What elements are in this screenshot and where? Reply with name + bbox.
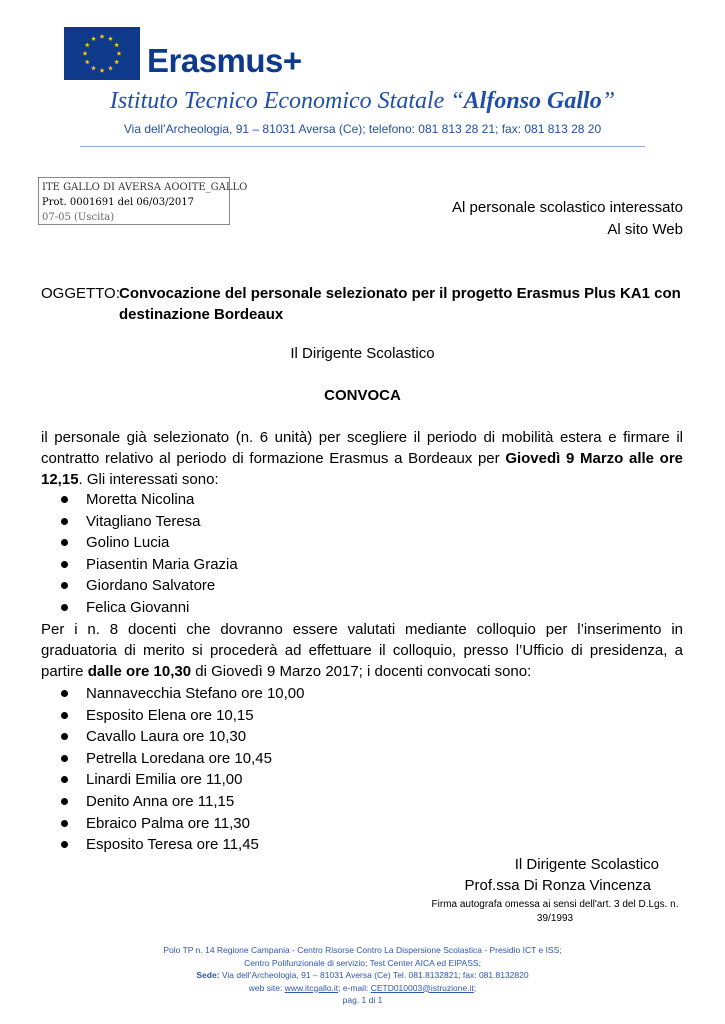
recipient-staff: Al personale scolastico interessato: [452, 199, 683, 216]
convoca-heading: CONVOCA: [324, 387, 401, 404]
subject-block: [41, 283, 681, 325]
list-item: Petrella Loredana ore 10,45: [60, 748, 305, 770]
footer-sede-text: Via dell’Archeologia, 91 – 81031 Aversa (Ce) Tel. 081.8132821; fax: 081.8132820: [219, 970, 529, 980]
star-icon: [108, 36, 113, 41]
footer-line-2: Centro Polifunzionale di servizio; Test Center AICA ed EIPASS;: [244, 957, 481, 968]
signature-title: Il Dirigente Scolastico: [514, 856, 659, 873]
list-item: Esposito Teresa ore 11,45: [60, 834, 305, 856]
footer-line-1: Polo TP n. 14 Regione Campania - Centro Risorse Contro La Dispersione Scolastica - Presidio ICT e ISS;: [163, 945, 562, 955]
list-item: Linardi Emilia ore 11,00: [60, 769, 305, 791]
paragraph-1-text-b: . Gli interessati sono:: [78, 471, 219, 488]
list-item: Golino Lucia: [60, 532, 238, 554]
list-item: Giordano Salvatore: [60, 575, 238, 597]
school-name-suffix: ”: [601, 88, 616, 114]
paragraph-2-text-b: di Giovedì 9 Marzo 2017; i docenti convocati sono:: [191, 663, 532, 680]
list-item: Piasentin Maria Grazia: [60, 554, 238, 576]
footer-email-end: ;: [473, 982, 477, 993]
footer-line-3: [0, 969, 725, 982]
list-item: Cavallo Laura ore 10,30: [60, 726, 305, 748]
paragraph-interviews: [41, 619, 683, 682]
dirigente-heading: Il Dirigente Scolastico: [290, 345, 435, 362]
footer-sede-label: Sede:: [196, 970, 220, 980]
header-divider: [80, 146, 645, 147]
email-link[interactable]: CETD010003@istruzione.it: [370, 982, 474, 993]
list-item: Denito Anna ore 11,15: [60, 791, 305, 813]
list-item: Esposito Elena ore 10,15: [60, 705, 305, 727]
eu-flag-logo: [64, 27, 140, 80]
list-item: Nannavecchia Stefano ore 10,00: [60, 683, 305, 705]
paragraph-1-text-a: il personale già selezionato (n. 6 unità) per scegliere il periodo di mobilità estera e firmare il contratto relativo al periodo di formazione Erasmus a Bordeaux per: [41, 429, 683, 467]
footer-web-label: web site:: [248, 982, 285, 993]
teachers-list: [60, 683, 305, 856]
list-item: Felica Giovanni: [60, 597, 238, 619]
subject-label: OGGETTO:: [41, 285, 120, 302]
star-icon: [83, 51, 88, 56]
star-icon: [108, 66, 113, 71]
protocol-stamp: [38, 177, 248, 225]
list-item: Moretta Nicolina: [60, 489, 238, 511]
paragraph-2-bold: dalle ore 10,30: [87, 663, 192, 680]
erasmus-logo-text: Erasmus+: [147, 42, 302, 79]
website-link[interactable]: www.itcgallo.it: [284, 982, 339, 993]
paragraph-2-text-a: Per i n. 8 docenti che dovranno essere valutati mediante colloquio per l’inserimento in graduatoria di merito si procederà ad effettuare il colloquio, presso l’Ufficio di presidenza, a partire: [41, 621, 683, 680]
school-name-prefix: Istituto Tecnico Economico Statale “: [109, 88, 464, 114]
list-item: Ebraico Palma ore 11,30: [60, 813, 305, 835]
star-icon: [114, 42, 119, 47]
protocol-line-1: ITE GALLO DI AVERSA AOOITE_GALLO: [42, 182, 248, 193]
star-icon: [100, 68, 105, 73]
star-icon: [114, 59, 119, 64]
school-address: Via dell’Archeologia, 91 – 81031 Aversa (Ce); telefono: 081 813 28 21; fax: 081 813 28 20: [123, 122, 602, 136]
footer-line-4: [0, 982, 725, 995]
signature-name: Prof.ssa Di Ronza Vincenza: [464, 877, 651, 894]
school-name: [0, 88, 725, 115]
star-icon: [117, 51, 122, 56]
protocol-line-3: 07-05 (Uscita): [42, 212, 115, 223]
page-footer: [0, 944, 725, 1007]
star-icon: [100, 34, 105, 39]
eu-stars-icon: [64, 27, 140, 80]
page-number: pag. 1 di 1: [342, 995, 383, 1005]
list-item: Vitagliano Teresa: [60, 511, 238, 533]
signature-note: Firma autografa omessa ai sensi dell'art. 3 del D.Lgs. n. 39/1993: [431, 899, 679, 924]
selected-staff-list: [60, 489, 238, 619]
paragraph-1-bold: Giovedì 9 Marzo alle ore 12,15: [41, 450, 683, 488]
protocol-line-2: Prot. 0001691 del 06/03/2017: [42, 197, 194, 208]
star-icon: [85, 59, 90, 64]
star-icon: [85, 42, 90, 47]
school-name-highlight: Alfonso Gallo: [463, 88, 602, 114]
subject-text: Convocazione del personale selezionato per il progetto Erasmus Plus KA1 con destinazione Bordeaux: [119, 285, 681, 323]
recipient-website: Al sito Web: [607, 221, 683, 238]
paragraph-convocation: [41, 427, 683, 490]
footer-email-label: ; e-mail:: [338, 982, 371, 993]
star-icon: [91, 66, 96, 71]
star-icon: [91, 36, 96, 41]
